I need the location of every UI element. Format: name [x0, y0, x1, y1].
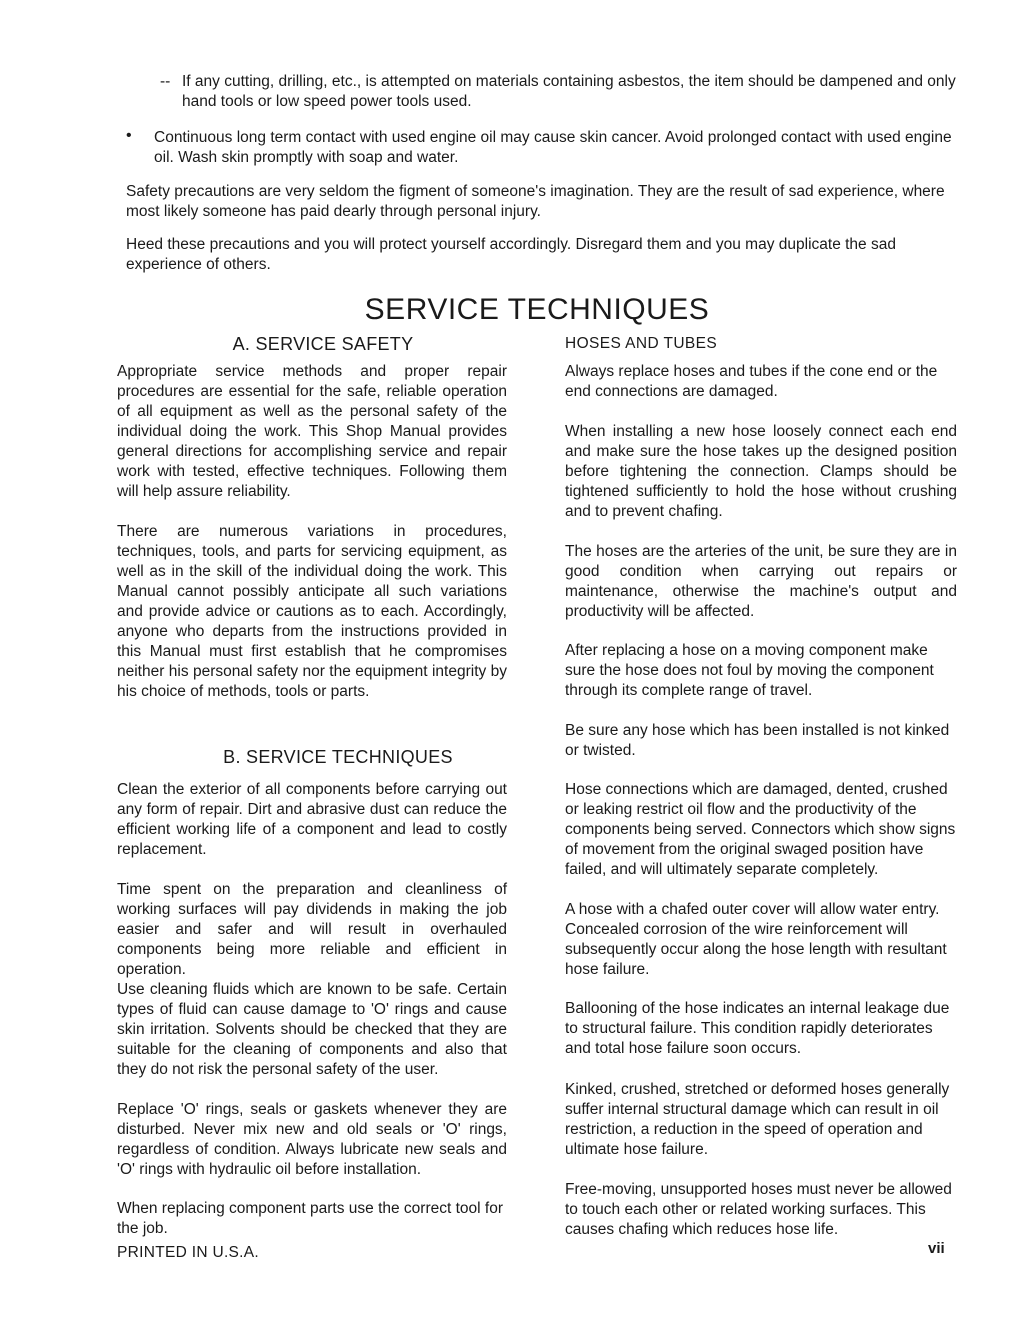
hoses-paragraph-3: The hoses are the arteries of the unit, be sure they are in good condition when carrying out repairs or maintenance, otherwise the machine's output and productivity will be affected. — [565, 543, 957, 620]
hoses-paragraph-7: A hose with a chafed outer cover will allow water entry. Concealed corrosion of the wire reinforcement will subsequently occur along the hose length with resultant hose failure. — [565, 901, 947, 978]
page-number: vii — [928, 1240, 945, 1257]
heed-precautions-paragraph: Heed these precautions and you will protect yourself accordingly. Disregard them and you may duplicate the sad experience of others. — [126, 236, 896, 273]
section-b-paragraph-4: Replace 'O' rings, seals or gaskets whenever they are disturbed. Never mix new and old seals or 'O' rings, regardless of condition. Always lubricate new seals and 'O' rings with hydraulic oil before installation. — [117, 1101, 507, 1178]
hoses-paragraph-5: Be sure any hose which has been installed is not kinked or twisted. — [565, 722, 950, 759]
section-b-paragraph-1: Clean the exterior of all components before carrying out any form of repair. Dirt and abrasive dust can reduce the efficient working life of a component and lead to costly replacement. — [117, 781, 507, 858]
section-b-heading: B. SERVICE TECHNIQUES — [223, 747, 453, 767]
dash-marker: -- — [160, 73, 171, 90]
safety-precautions-paragraph: Safety precautions are very seldom the figment of someone's imagination. They are the result of sad experience, where most likely someone has paid dearly through personal injury. — [126, 183, 945, 220]
printed-in-usa: PRINTED IN U.S.A. — [117, 1244, 260, 1261]
engine-oil-list-item — [126, 128, 956, 168]
section-a-paragraph-2: There are numerous variations in procedures, techniques, tools, and parts for servicing equipment, as well as in the skill of the individual doing the work. This Manual cannot possibly anticipate all such variations and provide advice or cautions as to each. Accordingly, anyone who departs from the instructions provided in this Manual must first establish that he compromises neither his personal safety nor the equipment integrity by his choice of methods, tools or parts. — [117, 523, 507, 700]
section-a — [117, 333, 507, 355]
hoses-paragraph-1: Always replace hoses and tubes if the cone end or the end connections are damaged. — [565, 363, 938, 400]
page-title: SERVICE TECHNIQUES — [364, 293, 710, 326]
hoses-paragraph-10: Free-moving, unsupported hoses must never be allowed to touch each other or related working surfaces. This causes chafing which reduces hose life. — [565, 1181, 952, 1238]
hoses-paragraph-9: Kinked, crushed, stretched or deformed hoses generally suffer internal structural damage which can result in oil restriction, a reduction in the speed of operation and ultimate hose failure. — [565, 1081, 950, 1158]
hoses-paragraph-6: Hose connections which are damaged, dented, crushed or leaking restrict oil flow and the productivity of the components being served. Connectors which show signs of movement from the original swaged position have failed, and will ultimately separate completely. — [565, 781, 956, 878]
section-b-paragraph-3: Use cleaning fluids which are known to be safe. Certain types of fluid can cause damage to 'O' rings and cause skin irritation. Solvents should be checked that they are suitable for the cleaning of components and also that they do not risk the personal safety of the user. — [117, 981, 507, 1078]
hoses-paragraph-8: Ballooning of the hose indicates an internal leakage due to structural failure. This condition rapidly deteriorates and total hose failure soon occurs. — [565, 1000, 950, 1057]
asbestos-list-item — [160, 72, 960, 112]
hoses-paragraph-2: When installing a new hose loosely connect each end and make sure the hose takes up the designed position before tightening the connection. Clamps should be tightened sufficiently to hold the hose without crushing and to prevent chafing. — [565, 423, 957, 520]
section-b-paragraph-5: When replacing component parts use the correct tool for the job. — [117, 1200, 503, 1237]
asbestos-warning-text: If any cutting, drilling, etc., is attempted on materials containing asbestos, the item should be dampened and only hand tools or low speed power tools used. — [182, 73, 956, 110]
section-b — [117, 746, 507, 768]
engine-oil-warning-text: Continuous long term contact with used engine oil may cause skin cancer. Avoid prolonged contact with used engine oil. Wash skin promptly with soap and water. — [154, 129, 952, 166]
hoses-paragraph-4: After replacing a hose on a moving component make sure the hose does not foul by moving the component through its complete range of travel. — [565, 642, 934, 699]
section-a-heading: A. SERVICE SAFETY — [232, 334, 414, 354]
hoses-heading: HOSES AND TUBES — [565, 335, 718, 352]
section-a-paragraph-1: Appropriate service methods and proper repair procedures are essential for the safe, reliable operation of all equipment as well as the personal safety of the individual doing the work. This Shop Manual provides general directions for accomplishing service and repair work with tested, effective techniques. Following them will help assure reliability. — [117, 363, 507, 500]
section-b-paragraph-2: Time spent on the preparation and cleanliness of working surfaces will pay dividends in making the job easier and safer and will result in overhauled components being more reliable and efficient in operation. — [117, 881, 507, 978]
bullet-marker: • — [126, 127, 132, 144]
